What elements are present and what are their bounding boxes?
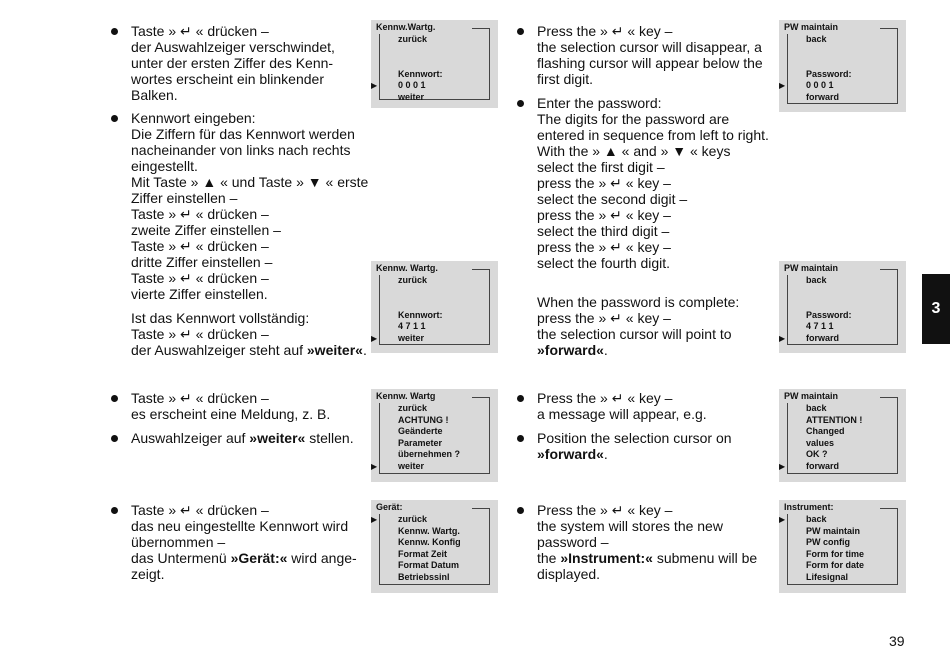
lcd-line: Kennw. Wartg.	[398, 525, 460, 536]
lcd-line: values	[806, 437, 835, 448]
lcd-line: 0 0 0 1	[806, 80, 834, 90]
bullet-icon	[111, 28, 118, 35]
step-de-4	[111, 430, 371, 446]
cursor-arrow-icon: ▶	[371, 333, 378, 343]
lcd-title: PW maintain	[784, 263, 839, 273]
lcd-line: weiter	[398, 332, 425, 343]
step-en-4	[517, 430, 777, 462]
lcd-line: 4 7 1 1	[398, 321, 426, 331]
lcd-frame	[779, 22, 898, 104]
lcd-line: forward	[806, 332, 840, 343]
menu-ref: »weiter«	[306, 342, 363, 358]
cursor-arrow-icon: ▶	[371, 515, 378, 524]
lcd-line: Format Zeit	[398, 548, 448, 559]
lcd-line: Password:	[806, 309, 852, 320]
bullet-icon	[111, 115, 118, 122]
lcd-title: Instrument:	[784, 502, 834, 512]
lcd-line: Geänderte	[398, 426, 443, 436]
bullet-icon	[111, 435, 118, 442]
step-text: Kennwort eingeben: Die Ziffern für das Kennwort werden nacheinander von links nach rechts eingestellt. Mit Taste » ▲ « und Taste » ▼ « erste Ziffer einstellen – Taste » ↵ « drücken – zweite Ziffer einstellen – Taste » ↵ « drücken – dritte Ziffer einstellen – Taste » ↵ « drücken – vierte Ziffer einstellen.	[131, 110, 369, 302]
step-de-5	[111, 502, 371, 582]
lcd-line: Kennw. Konfig	[398, 537, 461, 547]
cursor-arrow-icon: ▶	[779, 333, 786, 343]
step-text-end: submenu will be displayed.	[537, 550, 758, 582]
lcd-line: back	[806, 514, 827, 524]
cursor-arrow-icon: ▶	[371, 81, 378, 90]
lcd-line: zurück	[398, 514, 428, 524]
lcd-line: ACHTUNG !	[398, 414, 449, 425]
step-text-end: wird ange- zeigt.	[131, 550, 357, 582]
step-en-5	[517, 502, 777, 582]
lcd-line: back	[806, 34, 827, 44]
bullet-icon	[111, 507, 118, 514]
lcd-title: Kennw.Wartg.	[376, 22, 436, 32]
step-text: Press the » ↵ « key – the system will stores the new password – the	[537, 502, 723, 566]
step-en-2	[517, 95, 777, 271]
page-number: 39	[889, 633, 905, 649]
lcd-line: forward	[806, 91, 840, 102]
lcd-line: Lifesignal	[806, 571, 849, 582]
cursor-arrow-icon: ▶	[371, 461, 378, 471]
step-en-2b: When the password is complete: press the » ↵ « key – the selection cursor will point to »forward«.	[537, 294, 740, 358]
step-text: Ist das Kennwort vollständig: Taste » ↵ « drücken – der Auswahlzeiger steht auf	[131, 310, 310, 358]
chapter-tab: 3	[922, 274, 950, 344]
step-text: Taste » ↵ « drücken – es erscheint eine Meldung, z. B.	[131, 390, 331, 422]
lcd-line: Kennwort:	[398, 309, 443, 320]
lcd-line: übernehmen ?	[398, 449, 461, 459]
lcd-title: Kennw. Wartg.	[376, 263, 438, 273]
lcd-line: Changed	[806, 426, 845, 436]
lcd-frame	[371, 391, 490, 474]
lcd-line: 4 7 1 1	[806, 321, 834, 331]
step-text: Taste » ↵ « drücken – der Auswahlzeiger verschwindet, unter der ersten Ziffer des Kenn- wortes erscheint ein blinkender Balken.	[131, 23, 335, 103]
cursor-arrow-icon: ▶	[779, 461, 786, 471]
step-de-3	[111, 390, 371, 422]
lcd-display	[371, 389, 498, 482]
step-text: Enter the password: The digits for the password are entered in sequence from left to right. With the » ▲ « and » ▼ « keys select the first digit – press the » ↵ « key – select the second digit – press the » ↵ « key – select the third digit – press the » ↵ « key – select the fourth digit.	[537, 95, 769, 271]
lcd-line: zurück	[398, 275, 428, 285]
lcd-title: PW maintain	[784, 391, 839, 401]
lcd-line: Form for time	[806, 548, 865, 559]
step-de-1	[111, 23, 371, 103]
step-text: Position the selection cursor on	[537, 430, 732, 446]
lcd-line: back	[806, 275, 827, 285]
lcd-display	[779, 261, 906, 353]
menu-ref: »Instrument:«	[560, 550, 653, 566]
lcd-display	[779, 20, 906, 112]
lcd-display	[371, 20, 498, 108]
lcd-line: PW config	[806, 537, 850, 547]
step-de-2b: Ist das Kennwort vollständig: Taste » ↵ « drücken – der Auswahlzeiger steht auf »weiter«.	[131, 310, 367, 358]
lcd-line: Kennwort:	[398, 68, 443, 79]
step-text: Auswahlzeiger auf	[131, 430, 246, 446]
lcd-line: back	[806, 403, 827, 413]
cursor-arrow-icon: ▶	[779, 81, 786, 90]
bullet-icon	[517, 100, 524, 107]
lcd-line: PW maintain	[806, 525, 861, 536]
bullet-icon	[517, 507, 524, 514]
lcd-line: Parameter	[398, 437, 443, 448]
lcd-frame	[371, 263, 490, 345]
lcd-frame	[779, 263, 898, 345]
lcd-title: PW maintain	[784, 22, 839, 32]
lcd-line: Form for date	[806, 560, 865, 570]
menu-ref: »forward«	[537, 446, 604, 462]
step-text-end: stellen.	[305, 430, 354, 446]
menu-ref: »forward«	[537, 342, 604, 358]
step-text-end: .	[603, 446, 608, 462]
step-en-3	[517, 390, 777, 422]
lcd-frame	[779, 391, 898, 474]
lcd-line: 0 0 0 1	[398, 80, 426, 90]
cursor-arrow-icon: ▶	[779, 515, 786, 524]
lcd-title: Kennw. Wartg	[376, 391, 436, 401]
step-de-2	[111, 110, 371, 302]
menu-ref: »weiter«	[249, 430, 306, 446]
lcd-frame	[779, 502, 898, 585]
step-text: Press the » ↵ « key – the selection cursor will disappear, a flashing cursor will appear below the first digit.	[537, 23, 763, 87]
step-en-1	[517, 23, 777, 87]
lcd-line: forward	[806, 460, 840, 471]
lcd-display	[779, 500, 906, 593]
lcd-line: Password:	[806, 68, 852, 79]
bullet-icon	[517, 435, 524, 442]
lcd-display	[371, 500, 498, 593]
lcd-line: OK ?	[806, 449, 828, 459]
lcd-line: zurück	[398, 403, 428, 413]
lcd-line: weiter	[398, 460, 425, 471]
lcd-line: Format Datum	[398, 560, 460, 570]
lcd-frame	[371, 502, 490, 585]
bullet-icon	[517, 395, 524, 402]
step-text: When the password is complete: press the » ↵ « key – the selection cursor will point to	[537, 294, 740, 342]
lcd-title: Gerät:	[376, 502, 403, 512]
lcd-line: Betriebssinl	[398, 571, 450, 582]
lcd-display	[371, 261, 498, 353]
step-text: Press the » ↵ « key – a message will appear, e.g.	[537, 390, 707, 422]
lcd-frame	[371, 22, 490, 102]
bullet-icon	[111, 395, 118, 402]
lcd-line: weiter	[398, 91, 425, 102]
lcd-display	[779, 389, 906, 482]
lcd-line: zurück	[398, 34, 428, 44]
lcd-line: ATTENTION !	[806, 414, 863, 425]
bullet-icon	[517, 28, 524, 35]
menu-ref: »Gerät:«	[230, 550, 288, 566]
step-text: Taste » ↵ « drücken – das neu eingestellte Kennwort wird übernommen – das Untermenü	[131, 502, 349, 566]
